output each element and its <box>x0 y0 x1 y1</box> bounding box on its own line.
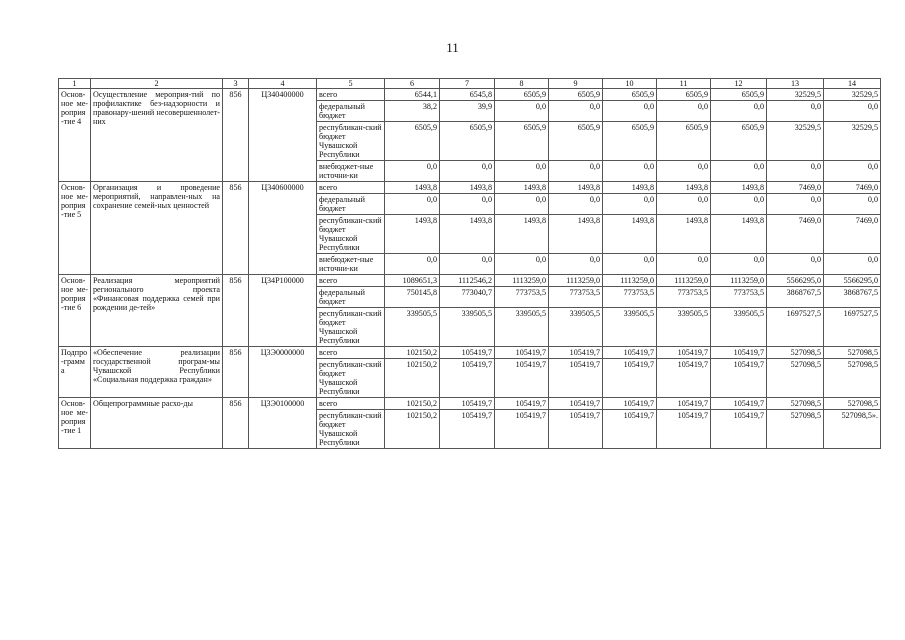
amount-cell: 6505,9 <box>495 122 549 161</box>
amount-cell: 105419,7 <box>711 359 767 398</box>
amount-cell: 105419,7 <box>603 398 657 410</box>
measure-name-cell: Общепрограммные расхо-ды <box>91 398 223 449</box>
amount-cell: 6505,9 <box>711 89 767 101</box>
page-number: 11 <box>446 40 459 55</box>
grbs-code-cell: 856 <box>223 347 249 398</box>
amount-cell: 32529,5 <box>824 122 881 161</box>
amount-cell: 0,0 <box>549 161 603 182</box>
amount-cell: 0,0 <box>385 161 440 182</box>
amount-cell: 0,0 <box>657 161 711 182</box>
column-number: 12 <box>711 79 767 89</box>
budget-code-cell: Ц340400000 <box>249 89 317 182</box>
amount-cell: 0,0 <box>440 254 495 275</box>
amount-cell: 0,0 <box>549 254 603 275</box>
amount-cell: 1493,8 <box>385 182 440 194</box>
table-row <box>59 275 881 287</box>
column-number: 5 <box>317 79 385 89</box>
amount-cell: 105419,7 <box>440 398 495 410</box>
amount-cell: 1493,8 <box>385 215 440 254</box>
amount-cell: 1089651,3 <box>385 275 440 287</box>
amount-cell: 6505,9 <box>385 122 440 161</box>
amount-cell: 105419,7 <box>440 410 495 449</box>
amount-cell: 102150,2 <box>385 398 440 410</box>
amount-cell: 0,0 <box>495 101 549 122</box>
amount-cell: 32529,5 <box>824 89 881 101</box>
funding-source-cell: внебюджет-ные источни-ки <box>317 254 385 275</box>
amount-cell: 339505,5 <box>711 308 767 347</box>
budget-code-cell: Ц340600000 <box>249 182 317 275</box>
amount-cell: 527098,5». <box>824 410 881 449</box>
amount-cell: 1493,8 <box>657 215 711 254</box>
amount-cell: 1493,8 <box>603 215 657 254</box>
amount-cell: 6505,9 <box>549 89 603 101</box>
amount-cell: 0,0 <box>711 194 767 215</box>
funding-source-cell: всего <box>317 275 385 287</box>
amount-cell: 6545,8 <box>440 89 495 101</box>
amount-cell: 105419,7 <box>657 410 711 449</box>
amount-cell: 102150,2 <box>385 359 440 398</box>
amount-cell: 105419,7 <box>440 359 495 398</box>
funding-source-cell: федеральный бюджет <box>317 287 385 308</box>
amount-cell: 773753,5 <box>549 287 603 308</box>
amount-cell: 1113259,0 <box>603 275 657 287</box>
amount-cell: 105419,7 <box>603 359 657 398</box>
amount-cell: 105419,7 <box>711 347 767 359</box>
amount-cell: 6544,1 <box>385 89 440 101</box>
amount-cell: 0,0 <box>824 161 881 182</box>
amount-cell: 105419,7 <box>549 347 603 359</box>
amount-cell: 527098,5 <box>767 398 824 410</box>
funding-source-cell: федеральный бюджет <box>317 101 385 122</box>
amount-cell: 1112546,2 <box>440 275 495 287</box>
amount-cell: 339505,5 <box>495 308 549 347</box>
column-number: 8 <box>495 79 549 89</box>
funding-source-cell: внебюджет-ные источни-ки <box>317 161 385 182</box>
amount-cell: 105419,7 <box>549 359 603 398</box>
amount-cell: 102150,2 <box>385 410 440 449</box>
amount-cell: 1113259,0 <box>495 275 549 287</box>
amount-cell: 0,0 <box>767 101 824 122</box>
amount-cell: 105419,7 <box>549 398 603 410</box>
amount-cell: 339505,5 <box>657 308 711 347</box>
amount-cell: 6505,9 <box>440 122 495 161</box>
amount-cell: 1493,8 <box>440 182 495 194</box>
amount-cell: 105419,7 <box>440 347 495 359</box>
amount-cell: 0,0 <box>657 101 711 122</box>
amount-cell: 5566295,0 <box>824 275 881 287</box>
amount-cell: 0,0 <box>440 194 495 215</box>
amount-cell: 339505,5 <box>385 308 440 347</box>
amount-cell: 7469,0 <box>824 182 881 194</box>
column-number: 14 <box>824 79 881 89</box>
amount-cell: 0,0 <box>711 254 767 275</box>
amount-cell: 105419,7 <box>657 347 711 359</box>
budget-table <box>58 78 881 449</box>
amount-cell: 527098,5 <box>824 359 881 398</box>
amount-cell: 1493,8 <box>711 182 767 194</box>
amount-cell: 1697527,5 <box>767 308 824 347</box>
amount-cell: 1493,8 <box>495 215 549 254</box>
amount-cell: 105419,7 <box>549 410 603 449</box>
amount-cell: 0,0 <box>603 254 657 275</box>
amount-cell: 105419,7 <box>711 410 767 449</box>
funding-source-cell: республикан-ский бюджет Чувашской Республики <box>317 410 385 449</box>
amount-cell: 6505,9 <box>603 89 657 101</box>
amount-cell: 1493,8 <box>603 182 657 194</box>
amount-cell: 5566295,0 <box>767 275 824 287</box>
grbs-code-cell: 856 <box>223 182 249 275</box>
amount-cell: 105419,7 <box>657 359 711 398</box>
status-cell: Основ-ное ме-роприя-тие 6 <box>59 275 91 347</box>
amount-cell: 0,0 <box>603 161 657 182</box>
amount-cell: 0,0 <box>767 194 824 215</box>
amount-cell: 773753,5 <box>711 287 767 308</box>
amount-cell: 6505,9 <box>711 122 767 161</box>
amount-cell: 105419,7 <box>495 359 549 398</box>
amount-cell: 105419,7 <box>495 398 549 410</box>
grbs-code-cell: 856 <box>223 275 249 347</box>
amount-cell: 1493,8 <box>495 182 549 194</box>
column-number: 2 <box>91 79 223 89</box>
amount-cell: 0,0 <box>495 254 549 275</box>
amount-cell: 105419,7 <box>657 398 711 410</box>
amount-cell: 102150,2 <box>385 347 440 359</box>
amount-cell: 773040,7 <box>440 287 495 308</box>
amount-cell: 1493,8 <box>657 182 711 194</box>
amount-cell: 39,9 <box>440 101 495 122</box>
amount-cell: 339505,5 <box>440 308 495 347</box>
amount-cell: 0,0 <box>711 101 767 122</box>
measure-name-cell: Реализация мероприятий регионального проекта «Финансовая поддержка семей при рождении де-тей» <box>91 275 223 347</box>
measure-name-cell: Осуществление мероприя-тий по профилактике без-надзорности и правонару-шений несовершеннолет-них <box>91 89 223 182</box>
budget-code-cell: Ц3Э0000000 <box>249 347 317 398</box>
amount-cell: 1697527,5 <box>824 308 881 347</box>
amount-cell: 105419,7 <box>495 347 549 359</box>
budget-code-cell: Ц34Р100000 <box>249 275 317 347</box>
column-number: 4 <box>249 79 317 89</box>
amount-cell: 0,0 <box>657 254 711 275</box>
funding-source-cell: всего <box>317 182 385 194</box>
amount-cell: 1113259,0 <box>711 275 767 287</box>
grbs-code-cell: 856 <box>223 89 249 182</box>
column-number: 7 <box>440 79 495 89</box>
status-cell: Основ-ное ме-роприя-тие 4 <box>59 89 91 182</box>
amount-cell: 773753,5 <box>603 287 657 308</box>
amount-cell: 1493,8 <box>440 215 495 254</box>
amount-cell: 773753,5 <box>495 287 549 308</box>
funding-source-cell: всего <box>317 398 385 410</box>
amount-cell: 773753,5 <box>657 287 711 308</box>
amount-cell: 0,0 <box>824 101 881 122</box>
amount-cell: 32529,5 <box>767 89 824 101</box>
amount-cell: 1113259,0 <box>657 275 711 287</box>
grbs-code-cell: 856 <box>223 398 249 449</box>
amount-cell: 0,0 <box>767 254 824 275</box>
amount-cell: 6505,9 <box>495 89 549 101</box>
amount-cell: 6505,9 <box>549 122 603 161</box>
amount-cell: 0,0 <box>549 194 603 215</box>
amount-cell: 38,2 <box>385 101 440 122</box>
column-number: 11 <box>657 79 711 89</box>
amount-cell: 0,0 <box>385 194 440 215</box>
amount-cell: 527098,5 <box>824 347 881 359</box>
amount-cell: 0,0 <box>495 161 549 182</box>
amount-cell: 0,0 <box>440 161 495 182</box>
column-number: 3 <box>223 79 249 89</box>
amount-cell: 6505,9 <box>657 89 711 101</box>
amount-cell: 0,0 <box>603 194 657 215</box>
amount-cell: 0,0 <box>385 254 440 275</box>
amount-cell: 7469,0 <box>767 215 824 254</box>
funding-source-cell: республикан-ский бюджет Чувашской Республики <box>317 308 385 347</box>
amount-cell: 3868767,5 <box>767 287 824 308</box>
amount-cell: 1113259,0 <box>549 275 603 287</box>
column-number: 6 <box>385 79 440 89</box>
amount-cell: 339505,5 <box>603 308 657 347</box>
funding-source-cell: республикан-ский бюджет Чувашской Республики <box>317 215 385 254</box>
amount-cell: 1493,8 <box>711 215 767 254</box>
amount-cell: 1493,8 <box>549 215 603 254</box>
amount-cell: 105419,7 <box>711 398 767 410</box>
column-number: 10 <box>603 79 657 89</box>
amount-cell: 527098,5 <box>824 398 881 410</box>
status-cell: Подпро-грамма <box>59 347 91 398</box>
funding-source-cell: республикан-ский бюджет Чувашской Республики <box>317 122 385 161</box>
funding-source-cell: республикан-ский бюджет Чувашской Республики <box>317 359 385 398</box>
header-row <box>59 79 881 89</box>
amount-cell: 3868767,5 <box>824 287 881 308</box>
amount-cell: 0,0 <box>711 161 767 182</box>
funding-source-cell: всего <box>317 89 385 101</box>
amount-cell: 105419,7 <box>495 410 549 449</box>
amount-cell: 0,0 <box>824 194 881 215</box>
amount-cell: 1493,8 <box>549 182 603 194</box>
amount-cell: 105419,7 <box>603 347 657 359</box>
amount-cell: 339505,5 <box>549 308 603 347</box>
measure-name-cell: Организация и проведение мероприятий, направлен-ных на сохранение семей-ных ценностей <box>91 182 223 275</box>
status-cell: Основ-ное ме-роприя-тие 1 <box>59 398 91 449</box>
amount-cell: 7469,0 <box>824 215 881 254</box>
column-number: 9 <box>549 79 603 89</box>
amount-cell: 32529,5 <box>767 122 824 161</box>
table-row <box>59 398 881 410</box>
amount-cell: 0,0 <box>824 254 881 275</box>
amount-cell: 105419,7 <box>603 410 657 449</box>
table-row <box>59 89 881 101</box>
measure-name-cell: «Обеспечение реализации государственной програм-мы Чувашской Республики «Социальная поддержка граждан» <box>91 347 223 398</box>
funding-source-cell: всего <box>317 347 385 359</box>
status-cell: Основ-ное ме-роприя-тие 5 <box>59 182 91 275</box>
amount-cell: 527098,5 <box>767 347 824 359</box>
amount-cell: 527098,5 <box>767 359 824 398</box>
table-row <box>59 182 881 194</box>
column-number: 1 <box>59 79 91 89</box>
amount-cell: 750145,8 <box>385 287 440 308</box>
amount-cell: 527098,5 <box>767 410 824 449</box>
budget-code-cell: Ц3Э0100000 <box>249 398 317 449</box>
amount-cell: 0,0 <box>549 101 603 122</box>
amount-cell: 0,0 <box>657 194 711 215</box>
amount-cell: 0,0 <box>603 101 657 122</box>
funding-source-cell: федеральный бюджет <box>317 194 385 215</box>
amount-cell: 0,0 <box>767 161 824 182</box>
amount-cell: 6505,9 <box>657 122 711 161</box>
table-row <box>59 347 881 359</box>
amount-cell: 7469,0 <box>767 182 824 194</box>
amount-cell: 6505,9 <box>603 122 657 161</box>
column-number: 13 <box>767 79 824 89</box>
amount-cell: 0,0 <box>495 194 549 215</box>
